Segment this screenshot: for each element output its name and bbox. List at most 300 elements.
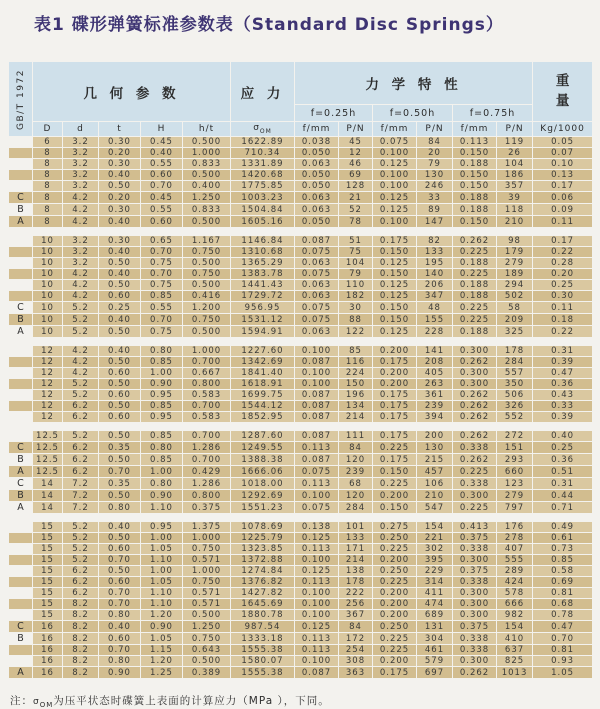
data-cell: 84 — [339, 621, 373, 633]
data-cell: 666 — [497, 599, 533, 610]
data-cell: 0.11 — [533, 216, 593, 228]
data-cell: 0.500 — [183, 258, 231, 269]
data-cell: 0.100 — [295, 346, 339, 357]
data-cell: 14 — [33, 490, 63, 502]
table-row — [9, 502, 593, 514]
data-cell: 0.375 — [453, 566, 497, 577]
data-cell: 0.175 — [373, 357, 417, 368]
data-cell: 30 — [339, 302, 373, 314]
data-cell: 256 — [339, 599, 373, 610]
data-cell: 0.075 — [295, 302, 339, 314]
data-cell: 0.400 — [183, 181, 231, 192]
data-cell: 0.50 — [99, 454, 141, 466]
data-cell: 0.70 — [533, 633, 593, 645]
data-cell: 0.70 — [141, 247, 183, 258]
table-row — [9, 431, 593, 442]
data-cell: 1.05 — [141, 577, 183, 588]
data-cell: 3.2 — [63, 137, 99, 148]
data-cell: 0.113 — [453, 137, 497, 148]
data-cell: 12 — [33, 401, 63, 412]
data-cell: 367 — [339, 610, 373, 621]
standard-code-label: GB/T 1972 — [9, 62, 33, 137]
data-cell: 0.90 — [141, 379, 183, 390]
data-cell: 0.40 — [533, 431, 593, 442]
data-cell: 1852.95 — [231, 412, 295, 423]
data-cell: 200 — [417, 431, 453, 442]
data-cell: 3.2 — [63, 247, 99, 258]
data-cell: 208 — [417, 357, 453, 368]
data-cell: 0.36 — [533, 454, 593, 466]
data-cell: 0.50 — [99, 490, 141, 502]
data-cell: 147 — [417, 216, 453, 228]
data-cell: 0.700 — [183, 431, 231, 442]
disc-spring-table — [8, 61, 593, 679]
data-cell: 1292.69 — [231, 490, 295, 502]
data-cell: 289 — [497, 566, 533, 577]
data-cell: 0.09 — [533, 204, 593, 216]
table-header — [9, 62, 593, 137]
group-spacer — [9, 514, 593, 522]
data-cell: 361 — [417, 390, 453, 401]
data-cell: 16 — [33, 633, 63, 645]
data-cell: 0.175 — [373, 431, 417, 442]
data-cell: 0.389 — [183, 667, 231, 679]
data-cell: 8.2 — [63, 599, 99, 610]
data-cell: 0.500 — [183, 326, 231, 338]
data-cell: 16 — [33, 645, 63, 656]
data-cell: 0.150 — [453, 170, 497, 181]
data-cell: 0.113 — [295, 442, 339, 454]
data-cell: 0.075 — [373, 137, 417, 148]
data-cell: 1594.91 — [231, 326, 295, 338]
data-cell: 987.54 — [231, 621, 295, 633]
series-marker-cell — [9, 148, 33, 159]
weight-group-header — [533, 62, 593, 122]
data-cell: 0.30 — [533, 291, 593, 302]
data-cell: 0.28 — [533, 258, 593, 269]
table-row — [9, 621, 593, 633]
data-cell: 0.375 — [453, 621, 497, 633]
data-cell: 0.85 — [141, 401, 183, 412]
data-cell: 0.050 — [295, 181, 339, 192]
data-cell: 0.47 — [533, 368, 593, 379]
data-cell: 228 — [417, 326, 453, 338]
data-cell: 0.063 — [295, 326, 339, 338]
data-cell: 411 — [417, 588, 453, 599]
data-cell: 7.2 — [63, 478, 99, 490]
footnote — [10, 693, 600, 709]
data-cell: 1.000 — [183, 566, 231, 577]
data-cell: 0.225 — [453, 314, 497, 326]
data-cell: 5.2 — [63, 522, 99, 533]
data-cell: 179 — [497, 247, 533, 258]
data-cell: 48 — [417, 302, 453, 314]
data-cell: 1.00 — [141, 566, 183, 577]
data-cell: 293 — [497, 454, 533, 466]
data-cell: 1427.82 — [231, 588, 295, 599]
data-cell: 1.000 — [183, 148, 231, 159]
data-cell: 0.44 — [533, 490, 593, 502]
table-row — [9, 269, 593, 280]
data-cell: 0.100 — [295, 610, 339, 621]
data-cell: 0.100 — [295, 379, 339, 390]
data-cell: 6.2 — [63, 577, 99, 588]
data-cell: 1003.23 — [231, 192, 295, 204]
data-cell: 7.2 — [63, 502, 99, 514]
data-cell: 0.69 — [533, 577, 593, 588]
col-header-f025: f/mm — [295, 122, 339, 137]
data-cell: 0.17 — [533, 181, 593, 192]
table-row — [9, 466, 593, 478]
group-spacer-cell — [9, 338, 593, 346]
table-row — [9, 216, 593, 228]
data-cell: 16 — [33, 656, 63, 667]
data-cell: 10 — [33, 280, 63, 291]
data-cell: 0.300 — [453, 610, 497, 621]
data-cell: 0.100 — [295, 555, 339, 566]
series-marker-cell — [9, 431, 33, 442]
data-cell: 0.55 — [141, 204, 183, 216]
col-header-f075: f/mm — [453, 122, 497, 137]
series-marker-cell: B — [9, 490, 33, 502]
data-cell: 0.113 — [295, 633, 339, 645]
table-row — [9, 181, 593, 192]
data-cell: 363 — [339, 667, 373, 679]
data-cell: 0.700 — [183, 357, 231, 368]
series-marker-cell — [9, 346, 33, 357]
data-cell: 0.188 — [453, 326, 497, 338]
data-cell: 214 — [339, 555, 373, 566]
series-marker-cell — [9, 236, 33, 247]
data-cell: 0.100 — [295, 368, 339, 379]
data-cell: 407 — [497, 544, 533, 555]
data-cell: 1.286 — [183, 442, 231, 454]
data-cell: 0.70 — [99, 599, 141, 610]
data-cell: 8 — [33, 159, 63, 170]
data-cell: 0.22 — [533, 247, 593, 258]
data-cell: 0.075 — [295, 466, 339, 478]
data-cell: 68 — [339, 478, 373, 490]
data-cell: 4.2 — [63, 346, 99, 357]
data-cell: 0.90 — [99, 667, 141, 679]
series-marker-cell: C — [9, 621, 33, 633]
data-cell: 1555.38 — [231, 667, 295, 679]
data-cell: 8.2 — [63, 667, 99, 679]
data-cell: 178 — [497, 346, 533, 357]
data-cell: 58 — [497, 302, 533, 314]
data-cell: 956.95 — [231, 302, 295, 314]
data-cell: 0.60 — [141, 216, 183, 228]
col-header-ht: h/t — [183, 122, 231, 137]
data-cell: 0.087 — [295, 667, 339, 679]
data-cell: 0.225 — [453, 302, 497, 314]
data-cell: 0.225 — [453, 269, 497, 280]
data-cell: 1.10 — [141, 555, 183, 566]
table-row — [9, 667, 593, 679]
data-cell: 209 — [497, 314, 533, 326]
series-marker-cell — [9, 522, 33, 533]
stress-group-header: 应 力 — [231, 62, 295, 122]
series-marker-cell: B — [9, 314, 33, 326]
data-cell: 0.60 — [99, 291, 141, 302]
data-cell: 0.750 — [183, 247, 231, 258]
data-cell: 141 — [417, 346, 453, 357]
data-cell: 0.200 — [373, 379, 417, 390]
data-cell: 0.188 — [453, 258, 497, 269]
data-cell: 0.50 — [99, 181, 141, 192]
data-cell: 0.075 — [295, 269, 339, 280]
data-cell: 0.250 — [373, 566, 417, 577]
data-cell: 0.50 — [99, 379, 141, 390]
data-cell: 84 — [339, 442, 373, 454]
data-cell: 0.40 — [99, 621, 141, 633]
table-row — [9, 236, 593, 247]
data-cell: 5.2 — [63, 326, 99, 338]
data-cell: 0.571 — [183, 599, 231, 610]
data-cell: 5.2 — [63, 431, 99, 442]
data-cell: 0.750 — [183, 544, 231, 555]
data-cell: 0.75 — [141, 258, 183, 269]
data-cell: 0.113 — [295, 577, 339, 588]
data-cell: 0.200 — [373, 490, 417, 502]
table-row — [9, 645, 593, 656]
table-row — [9, 599, 593, 610]
data-cell: 1.167 — [183, 236, 231, 247]
data-cell: 0.125 — [373, 326, 417, 338]
data-cell: 405 — [417, 368, 453, 379]
data-cell: 347 — [417, 291, 453, 302]
data-cell: 350 — [497, 379, 533, 390]
data-cell: 0.833 — [183, 159, 231, 170]
data-cell: 1146.84 — [231, 236, 295, 247]
series-marker-cell — [9, 577, 33, 588]
data-cell: 0.60 — [99, 577, 141, 588]
data-cell: 104 — [497, 159, 533, 170]
data-cell: 0.81 — [533, 588, 593, 599]
data-cell: 0.47 — [533, 621, 593, 633]
data-cell: 10 — [33, 291, 63, 302]
data-cell: 8.2 — [63, 621, 99, 633]
data-cell: 14 — [33, 502, 63, 514]
data-cell: 0.73 — [533, 544, 593, 555]
geometry-group-header: 几 何 参 数 — [33, 62, 231, 122]
data-cell: 15 — [33, 533, 63, 544]
group-spacer-cell — [9, 514, 593, 522]
data-cell: 4.2 — [63, 291, 99, 302]
data-cell: 176 — [497, 522, 533, 533]
data-cell: 0.750 — [183, 314, 231, 326]
data-cell: 272 — [497, 431, 533, 442]
data-cell: 0.500 — [183, 610, 231, 621]
data-cell: 1841.40 — [231, 368, 295, 379]
data-cell: 215 — [417, 454, 453, 466]
group-spacer — [9, 423, 593, 431]
data-cell: 14 — [33, 478, 63, 490]
data-cell: 1227.60 — [231, 346, 295, 357]
data-cell: 0.175 — [373, 454, 417, 466]
data-cell: 0.60 — [99, 412, 141, 423]
data-cell: 555 — [497, 555, 533, 566]
data-cell: 4.2 — [63, 368, 99, 379]
data-cell: 140 — [417, 269, 453, 280]
data-cell: 0.262 — [453, 431, 497, 442]
data-cell: 278 — [497, 533, 533, 544]
footnote-prefix: 注： — [10, 695, 33, 707]
table-row — [9, 379, 593, 390]
data-cell: 5.2 — [63, 379, 99, 390]
series-marker-cell — [9, 258, 33, 269]
data-cell: 10 — [33, 326, 63, 338]
data-cell: 134 — [339, 401, 373, 412]
data-cell: 0.50 — [99, 357, 141, 368]
data-cell: 0.125 — [373, 291, 417, 302]
series-marker-cell — [9, 357, 33, 368]
data-cell: 33 — [417, 192, 453, 204]
data-cell: 101 — [339, 522, 373, 533]
data-cell: 1645.69 — [231, 599, 295, 610]
data-cell: 982 — [497, 610, 533, 621]
series-marker-cell — [9, 401, 33, 412]
data-cell: 130 — [417, 170, 453, 181]
series-marker-cell — [9, 544, 33, 555]
col-header-sigma: $\sigma_{OM}$ — [231, 122, 295, 137]
data-cell: 1580.07 — [231, 656, 295, 667]
data-cell: 0.200 — [373, 346, 417, 357]
data-cell: 1365.29 — [231, 258, 295, 269]
data-cell: 1699.75 — [231, 390, 295, 401]
data-cell: 116 — [339, 357, 373, 368]
col-header-p025: P/N — [339, 122, 373, 137]
data-cell: 46 — [339, 159, 373, 170]
data-cell: 1.05 — [141, 544, 183, 555]
data-cell: 1.000 — [183, 346, 231, 357]
data-cell: 0.35 — [99, 442, 141, 454]
data-cell: 1.05 — [533, 667, 593, 679]
data-cell: 1310.68 — [231, 247, 295, 258]
data-cell: 0.250 — [373, 533, 417, 544]
data-cell: 0.150 — [453, 148, 497, 159]
data-cell: 210 — [497, 216, 533, 228]
data-cell: 578 — [497, 588, 533, 599]
data-cell: 0.125 — [295, 621, 339, 633]
data-cell: 119 — [497, 137, 533, 148]
data-cell: 1078.69 — [231, 522, 295, 533]
data-cell: 0.40 — [99, 269, 141, 280]
data-cell: 1555.38 — [231, 645, 295, 656]
data-cell: 133 — [417, 247, 453, 258]
data-cell: 0.71 — [533, 502, 593, 514]
table-row — [9, 148, 593, 159]
data-cell: 0.338 — [453, 478, 497, 490]
data-cell: 0.075 — [295, 247, 339, 258]
data-cell: 0.200 — [373, 588, 417, 599]
data-cell: 106 — [417, 478, 453, 490]
data-cell: 12 — [33, 357, 63, 368]
data-cell: 0.138 — [295, 522, 339, 533]
data-cell: 0.225 — [453, 247, 497, 258]
data-cell: 15 — [33, 544, 63, 555]
data-cell: 0.50 — [99, 258, 141, 269]
data-cell: 0.750 — [183, 577, 231, 588]
col-header-d: d — [63, 122, 99, 137]
data-cell: 579 — [417, 656, 453, 667]
data-cell: 0.150 — [373, 302, 417, 314]
data-cell: 825 — [497, 656, 533, 667]
data-cell: 0.95 — [141, 390, 183, 401]
data-cell: 12 — [339, 148, 373, 159]
data-cell: 0.087 — [295, 357, 339, 368]
data-cell: 0.40 — [99, 247, 141, 258]
data-cell: 263 — [417, 379, 453, 390]
data-cell: 557 — [497, 368, 533, 379]
data-cell: 0.338 — [453, 645, 497, 656]
series-marker-cell — [9, 390, 33, 401]
data-cell: 12.5 — [33, 454, 63, 466]
data-cell: 8.2 — [63, 633, 99, 645]
series-marker-cell — [9, 566, 33, 577]
data-cell: 461 — [417, 645, 453, 656]
data-cell: 1.200 — [183, 302, 231, 314]
data-cell: 1.10 — [141, 599, 183, 610]
data-cell: 26 — [497, 148, 533, 159]
table-row — [9, 247, 593, 258]
data-cell: 0.81 — [533, 645, 593, 656]
data-cell: 0.225 — [373, 577, 417, 588]
data-cell: 0.571 — [183, 555, 231, 566]
data-cell: 0.200 — [373, 368, 417, 379]
data-cell: 0.25 — [99, 302, 141, 314]
data-cell: 1342.69 — [231, 357, 295, 368]
data-cell: 0.95 — [141, 412, 183, 423]
data-cell: 1551.23 — [231, 502, 295, 514]
data-cell: 195 — [417, 258, 453, 269]
data-cell: 1.20 — [141, 656, 183, 667]
data-cell: 10 — [33, 247, 63, 258]
data-cell: 128 — [339, 181, 373, 192]
data-cell: 0.60 — [99, 390, 141, 401]
data-cell: 45 — [339, 137, 373, 148]
data-cell: 0.700 — [183, 454, 231, 466]
data-cell: 0.087 — [295, 431, 339, 442]
data-cell: 0.050 — [295, 148, 339, 159]
data-cell: 7.2 — [63, 490, 99, 502]
data-cell: 0.500 — [183, 170, 231, 181]
data-cell: 1323.85 — [231, 544, 295, 555]
data-cell: 0.70 — [141, 269, 183, 280]
data-cell: 1018.00 — [231, 478, 295, 490]
group-spacer — [9, 228, 593, 236]
data-cell: 5.2 — [63, 544, 99, 555]
data-cell: 0.25 — [533, 442, 593, 454]
data-cell: 0.175 — [373, 390, 417, 401]
data-cell: 15 — [33, 599, 63, 610]
data-cell: 0.300 — [453, 368, 497, 379]
data-cell: 0.125 — [373, 280, 417, 291]
data-cell: 697 — [417, 667, 453, 679]
table-row — [9, 326, 593, 338]
data-cell: 0.50 — [99, 566, 141, 577]
data-cell: 1.15 — [141, 645, 183, 656]
data-cell: 206 — [417, 280, 453, 291]
data-cell: 12 — [33, 368, 63, 379]
data-cell: 0.10 — [533, 159, 593, 170]
data-cell: 15 — [33, 522, 63, 533]
data-cell: 10 — [33, 314, 63, 326]
data-cell: 8 — [33, 216, 63, 228]
page-title: 表1 碟形弹簧标准参数表（Standard Disc Springs） — [34, 15, 504, 35]
data-cell: 123 — [497, 478, 533, 490]
data-cell: 0.80 — [141, 346, 183, 357]
